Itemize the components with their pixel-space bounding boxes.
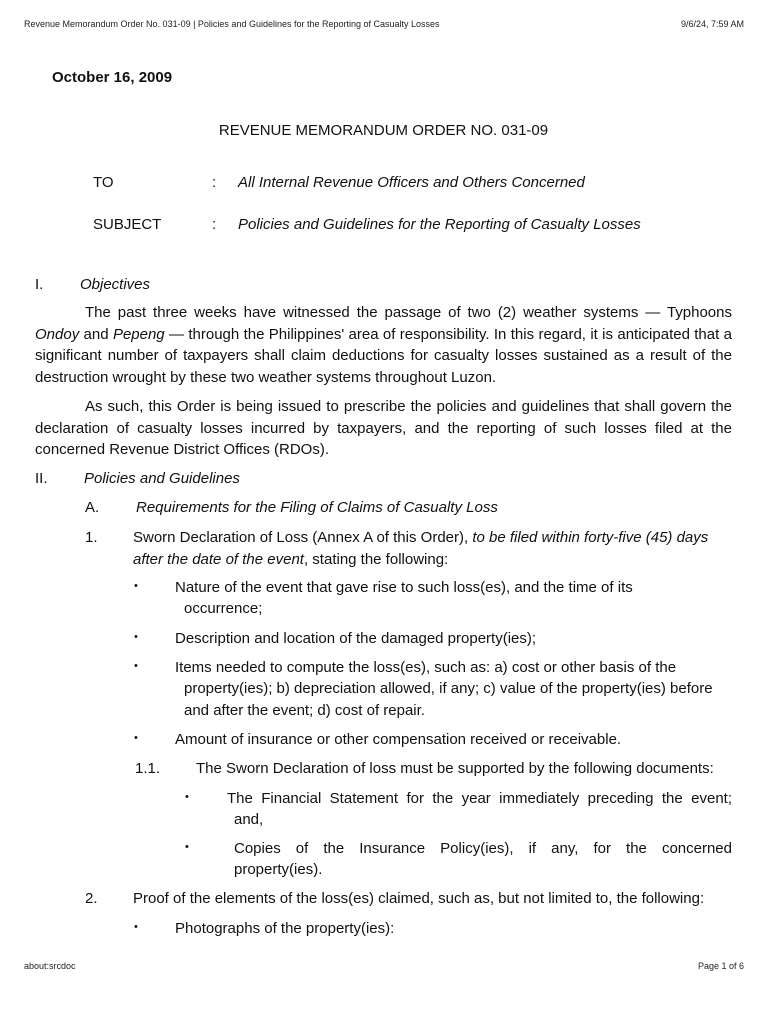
- subject-colon: :: [212, 216, 217, 233]
- paragraph-text: — through the Philippines' area of responsibility. In this regard, it is anticipated that a significant number of taxpayers shall claim deductions for casualty losses sustained as a result of the destruction wrought by these two weather systems throughout Luzon.: [35, 325, 732, 386]
- to-value: All Internal Revenue Officers and Others Concerned: [238, 174, 585, 191]
- subject-value: Policies and Guidelines for the Reporting of Casualty Losses: [238, 216, 641, 233]
- bullet-5-text: Photographs of the property(ies):: [175, 920, 395, 937]
- document-date: October 16, 2009: [52, 69, 173, 86]
- sub-bullet-1-line-1: The Financial Statement for the year immediately preceding the event;: [227, 790, 732, 807]
- section-1-number: I.: [35, 276, 44, 293]
- bullet-marker: •: [134, 732, 138, 744]
- bullet-1-line-2: occurrence;: [184, 600, 263, 617]
- item-1-deadline: to be filed within forty-five (45) days after the date of the event: [133, 529, 709, 568]
- item-1-text: [133, 527, 731, 570]
- to-colon: :: [212, 174, 217, 191]
- paragraph-objectives-1: [35, 302, 732, 388]
- bullet-marker: •: [134, 631, 138, 643]
- bullet-3-line-2: property(ies); b) depreciation allowed, if any; c) value of the property(ies) before: [184, 680, 713, 697]
- subsection-a-title: Requirements for the Filing of Claims of Casualty Loss: [136, 499, 498, 516]
- print-header: [24, 19, 744, 29]
- bullet-marker: •: [134, 580, 138, 592]
- bullet-4-text: Amount of insurance or other compensation received or receivable.: [175, 731, 622, 748]
- bullet-3-line-3: and after the event; d) cost of repair.: [184, 702, 425, 719]
- print-header-title: Revenue Memorandum Order No. 031-09 | Policies and Guidelines for the Reporting of Casualty Losses: [24, 19, 440, 29]
- item-1-text-a: Sworn Declaration of Loss (Annex A of this Order),: [133, 529, 473, 546]
- paragraph-text: and: [79, 325, 113, 343]
- bullet-marker: •: [185, 841, 189, 853]
- print-footer-page-indicator: Page 1 of 6: [697, 961, 744, 971]
- item-1-number: 1.: [85, 529, 98, 546]
- print-header-datetime: 9/6/24, 7:59 AM: [680, 19, 744, 29]
- print-footer-url: about:srcdoc: [24, 961, 76, 971]
- subsection-a-number: A.: [85, 499, 100, 516]
- section-2-number: II.: [35, 470, 48, 487]
- subject-label: SUBJECT: [93, 216, 162, 233]
- section-2-title: Policies and Guidelines: [84, 470, 240, 487]
- bullet-marker: •: [134, 921, 138, 933]
- paragraph-objectives-2: As such, this Order is being issued to prescribe the policies and guidelines that shall govern the declaration of casualty losses incurred by taxpayers, and the reporting of such losses filed at the concerned Revenue District Offices (RDOs).: [35, 398, 732, 458]
- paragraph-text: The past three weeks have witnessed the passage of two (2) weather systems — Typhoons: [85, 304, 732, 321]
- sub-bullet-2-line-2: property(ies).: [234, 861, 323, 878]
- document-heading: REVENUE MEMORANDUM ORDER NO. 031-09: [218, 122, 549, 139]
- item-1-1-number: 1.1.: [135, 760, 161, 777]
- bullet-2-text: Description and location of the damaged property(ies);: [175, 630, 537, 647]
- item-2-number: 2.: [85, 890, 98, 907]
- to-label: TO: [93, 174, 114, 191]
- item-2-text: Proof of the elements of the loss(es) claimed, such as, but not limited to, the following:: [133, 890, 705, 907]
- print-footer: [24, 961, 744, 971]
- sub-bullet-2-line-1: Copies of the Insurance Policy(ies), if any, for the concerned: [234, 840, 732, 857]
- sub-bullet-1-line-2: and,: [234, 811, 264, 828]
- typhoon-name-pepeng: Pepeng: [112, 325, 165, 343]
- typhoon-name-ondoy: Ondoy: [35, 325, 80, 343]
- section-1-title: Objectives: [80, 276, 151, 293]
- bullet-1-line-1: Nature of the event that gave rise to such loss(es), and the time of its: [175, 579, 633, 596]
- item-1-1-text: The Sworn Declaration of loss must be supported by the following documents:: [196, 760, 714, 777]
- bullet-marker: •: [134, 660, 138, 672]
- bullet-marker: •: [185, 791, 189, 803]
- item-1-text-b: , stating the following:: [303, 550, 449, 568]
- bullet-3-line-1: Items needed to compute the loss(es), such as: a) cost or other basis of the: [175, 659, 677, 676]
